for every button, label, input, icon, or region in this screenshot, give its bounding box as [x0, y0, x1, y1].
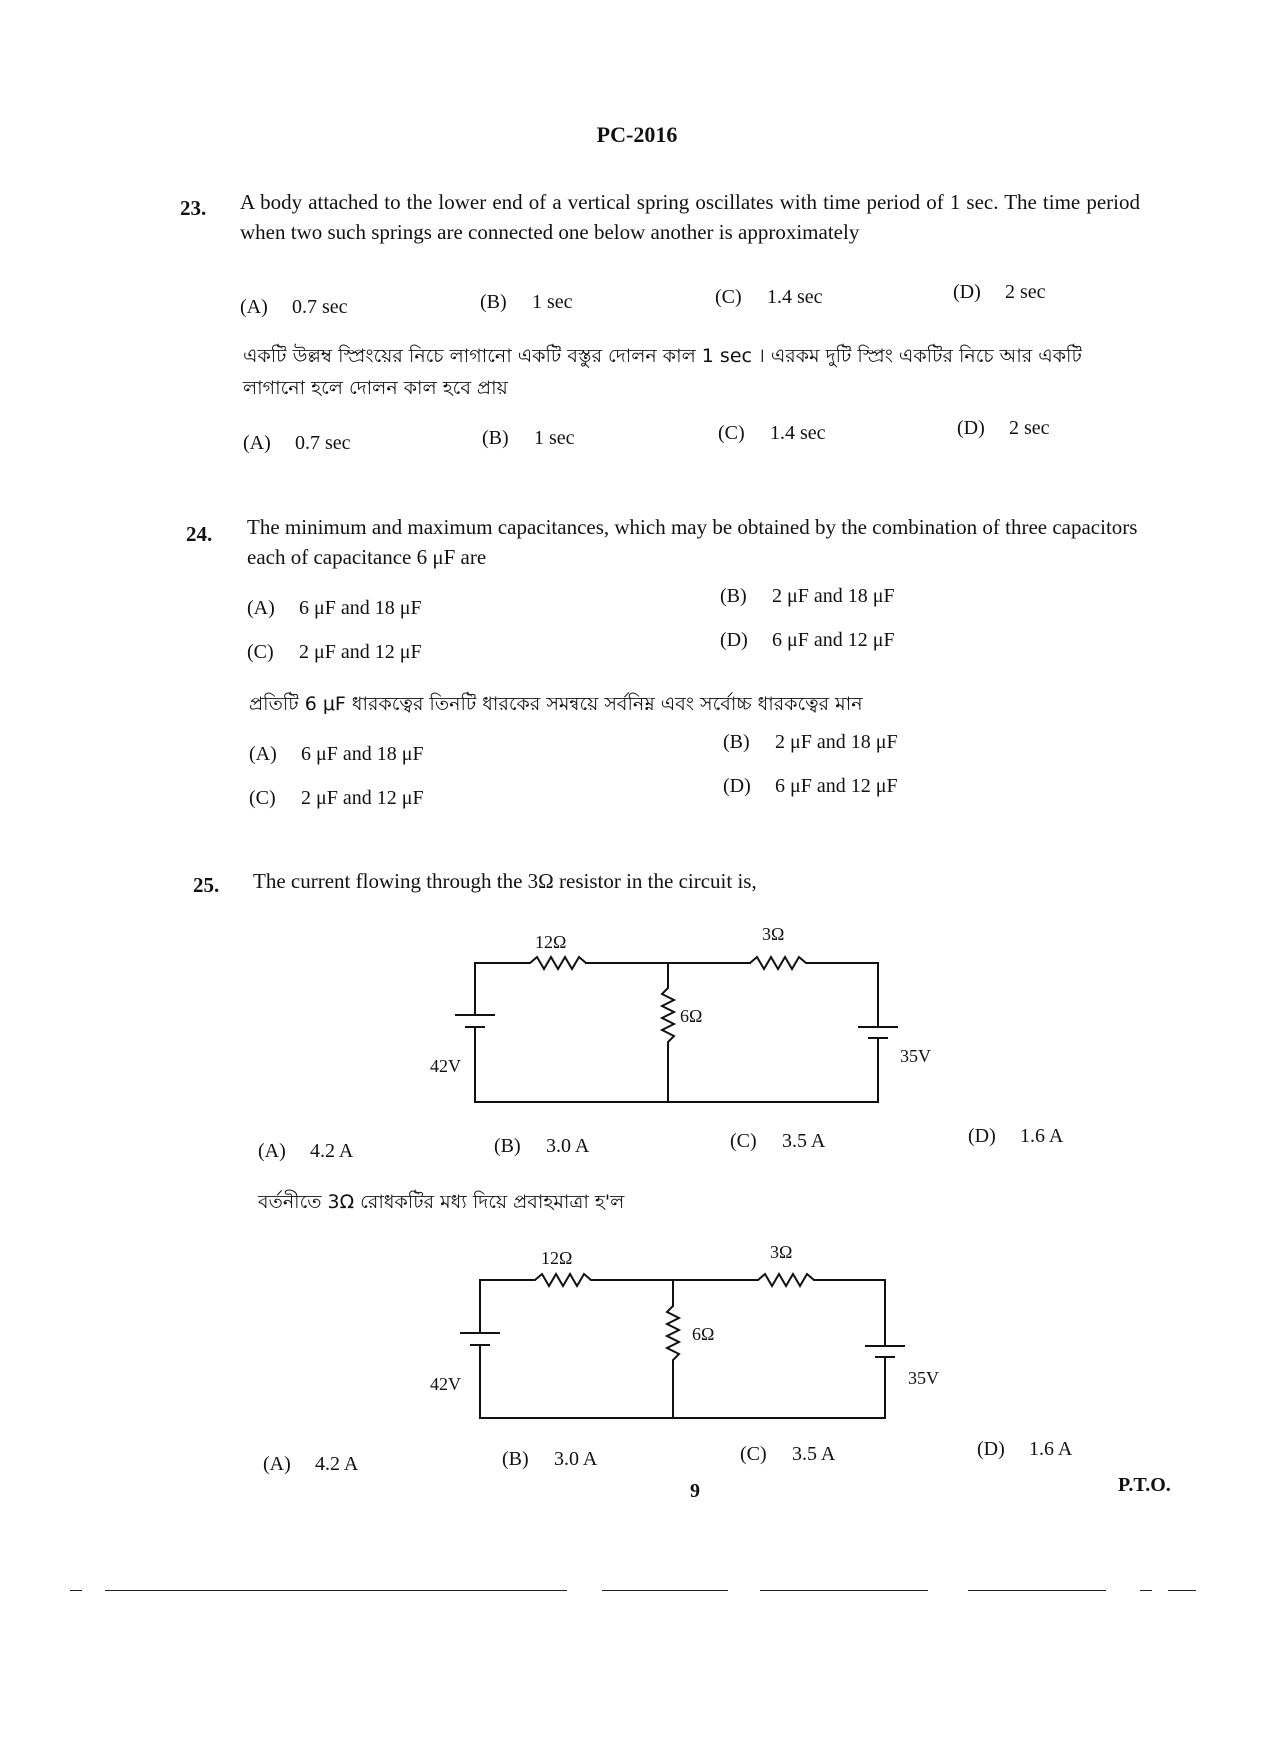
scan-line: [1140, 1590, 1152, 1591]
option-label: (A): [247, 597, 275, 619]
scan-line: [70, 1590, 82, 1591]
circuit-wire: [475, 957, 878, 1027]
option-label: (C): [247, 641, 274, 663]
option-label: (D): [977, 1438, 1005, 1460]
q23-bn-option-b: [482, 427, 575, 450]
voltage-42-label: 42V: [430, 1374, 461, 1394]
question-24-number: 24.: [186, 522, 213, 546]
scan-line: [1168, 1590, 1196, 1591]
option-label: (B): [502, 1448, 529, 1470]
q24-bn-option-b: [723, 731, 898, 754]
voltage-42-label: 42V: [430, 1056, 461, 1076]
option-value: 2 μF and 18 μF: [775, 731, 898, 753]
page-number: 9: [690, 1480, 700, 1502]
circuit-wire: [480, 1274, 885, 1346]
q24-option-d: [720, 629, 895, 652]
question-23-text: A body attached to the lower end of a vertical spring oscillates with time period of 1 sec. The time period when two such springs are connected one below another is approximately: [240, 190, 1140, 244]
option-value: 2 μF and 12 μF: [299, 641, 422, 663]
option-label: (C): [730, 1130, 757, 1152]
q25-option-d: [968, 1125, 1063, 1148]
q24-bn-option-c: [249, 787, 424, 810]
option-label: (A): [240, 296, 268, 318]
question-25-text: The current flowing through the 3Ω resistor in the circuit is,: [253, 869, 757, 893]
option-value: 1.6 A: [1020, 1125, 1064, 1147]
option-value: 1.4 sec: [767, 286, 823, 308]
circuit-wire: [667, 1280, 679, 1418]
circuit-diagram-bengali: [430, 1228, 950, 1438]
option-label: (B): [482, 427, 509, 449]
question-24-text: The minimum and maximum capacitances, which may be obtained by the combination of three capacitors each of capacitance 6 μF are: [247, 515, 1138, 569]
option-value: 4.2 A: [315, 1453, 359, 1475]
scan-line: [760, 1590, 928, 1591]
q24-bn-option-a: [249, 743, 424, 766]
q25-bn-option-a: [263, 1453, 358, 1476]
scan-line: [602, 1590, 728, 1591]
option-value: 2 μF and 18 μF: [772, 585, 895, 607]
option-value: 3.5 A: [782, 1130, 826, 1152]
q23-option-c: [715, 286, 823, 309]
option-value: 0.7 sec: [292, 296, 348, 318]
option-label: (C): [715, 286, 742, 308]
q23-bn-option-d: [957, 417, 1050, 440]
option-label: (B): [494, 1135, 521, 1157]
option-label: (B): [720, 585, 747, 607]
voltage-35-label: 35V: [908, 1368, 939, 1388]
option-value: 3.0 A: [554, 1448, 598, 1470]
q25-option-a: [258, 1140, 353, 1163]
option-value: 4.2 A: [310, 1140, 354, 1162]
voltage-35-label: 35V: [900, 1046, 931, 1066]
page-header: PC-2016: [596, 122, 678, 147]
q24-bn-option-d: [723, 775, 898, 798]
circuit-wire: [475, 1027, 878, 1102]
q25-bn-option-d: [977, 1438, 1072, 1461]
option-value: 3.5 A: [792, 1443, 836, 1465]
option-label: (A): [263, 1453, 291, 1475]
option-value: 1.4 sec: [770, 422, 826, 444]
circuit-wire: [662, 963, 674, 1102]
q24-option-b: [720, 585, 895, 608]
q24-option-c: [247, 641, 422, 664]
q23-option-d: [953, 281, 1046, 304]
option-label: (D): [968, 1125, 996, 1147]
scan-line: [105, 1590, 567, 1591]
option-value: 2 μF and 12 μF: [301, 787, 424, 809]
option-value: 1.6 A: [1029, 1438, 1073, 1460]
q23-option-a: [240, 296, 348, 319]
option-value: 3.0 A: [546, 1135, 590, 1157]
question-25-number: 25.: [193, 873, 220, 897]
option-label: (D): [953, 281, 981, 303]
circuit-diagram: [430, 910, 950, 1120]
scan-line: [968, 1590, 1106, 1591]
circuit-wire: [480, 1345, 885, 1418]
option-label: (C): [249, 787, 276, 809]
q25-bn-option-c: [740, 1443, 835, 1466]
option-label: (A): [243, 432, 271, 454]
resistor-12-label: 12Ω: [535, 932, 567, 952]
option-label: (D): [723, 775, 751, 797]
option-value: 6 μF and 18 μF: [299, 597, 422, 619]
resistor-3-label: 3Ω: [770, 1242, 793, 1262]
option-value: 6 μF and 18 μF: [301, 743, 424, 765]
option-value: 1 sec: [532, 291, 573, 313]
q25-option-c: [730, 1130, 825, 1153]
question-24-bengali-text: প্রতিটি 6 μF ধারকত্বের তিনটি ধারকের সমন্বয়ে সর্বনিম্ন এবং সর্বোচ্চ ধারকত্বের মান: [249, 693, 863, 715]
q25-option-b: [494, 1135, 589, 1158]
question-25-bengali-text: বর্তনীতে 3Ω রোধকটির মধ্য দিয়ে প্রবাহমাত্রা হ'ল: [258, 1191, 625, 1213]
option-label: (D): [720, 629, 748, 651]
option-label: (B): [480, 291, 507, 313]
option-value: 6 μF and 12 μF: [772, 629, 895, 651]
option-label: (A): [249, 743, 277, 765]
option-label: (D): [957, 417, 985, 439]
q23-bn-option-c: [718, 422, 826, 445]
option-label: (B): [723, 731, 750, 753]
option-value: 2 sec: [1005, 281, 1046, 303]
resistor-3-label: 3Ω: [762, 924, 785, 944]
q24-option-a: [247, 597, 422, 620]
resistor-6-label: 6Ω: [692, 1324, 715, 1344]
option-label: (C): [740, 1443, 767, 1465]
q25-bn-option-b: [502, 1448, 597, 1471]
q23-bn-option-a: [243, 432, 351, 455]
resistor-6-label: 6Ω: [680, 1006, 703, 1026]
option-label: (A): [258, 1140, 286, 1162]
option-value: 0.7 sec: [295, 432, 351, 454]
question-23-bengali-text: একটি উল্লম্ব স্প্রিংয়ের নিচে লাগানো একটি বস্তুর দোলন কাল 1 sec । এরকম দুটি স্প্রিং একটির নিচে আর একটি লাগানো হলে দোলন কাল হবে প্রায়: [243, 345, 1082, 399]
option-value: 2 sec: [1009, 417, 1050, 439]
q23-option-b: [480, 291, 573, 314]
option-value: 6 μF and 12 μF: [775, 775, 898, 797]
pto-label: P.T.O.: [1118, 1474, 1171, 1496]
question-23-number: 23.: [180, 196, 207, 220]
resistor-12-label: 12Ω: [541, 1248, 573, 1268]
option-value: 1 sec: [534, 427, 575, 449]
option-label: (C): [718, 422, 745, 444]
